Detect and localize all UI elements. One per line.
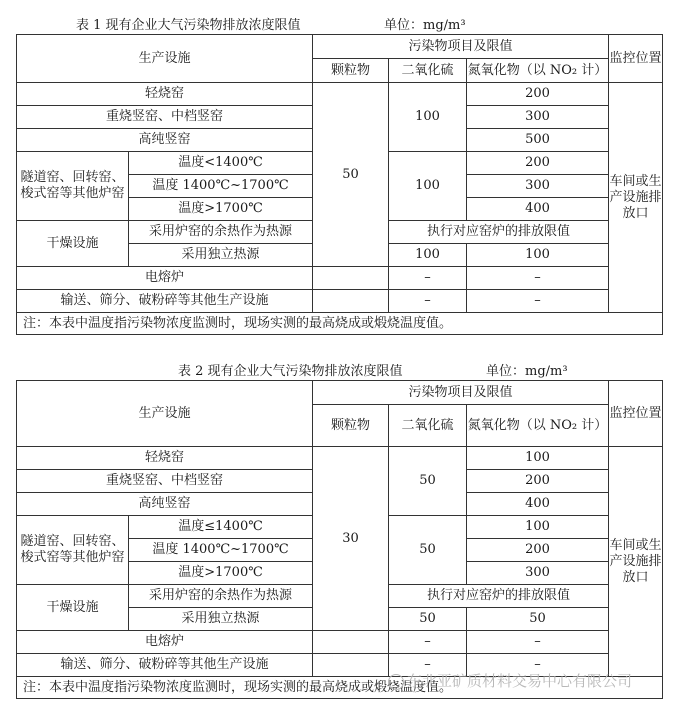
watermark bbox=[388, 670, 632, 691]
t1-so2-a: 100 bbox=[389, 83, 467, 152]
t2-dryer-limit: 执行对应窑炉的排放限值 bbox=[389, 585, 609, 608]
t2-row-electric: 电熔炉 bbox=[17, 631, 313, 654]
t1-row-temp-gt: 温度>1700℃ bbox=[129, 198, 313, 221]
t2-row-temp-mid: 温度 1400℃~1700℃ bbox=[129, 539, 313, 562]
table2 bbox=[16, 380, 663, 699]
t2-note: 注：本表中温度指污染物浓度监测时，现场实测的最高烧成或煅烧温度值。 bbox=[17, 677, 663, 699]
t2-row-heavy-kiln: 重烧竖窑、中档竖窑 bbox=[17, 470, 313, 493]
t2-transport-nox: – bbox=[467, 654, 609, 677]
t1-head-nox: 氮氧化物（以 NO₂ 计） bbox=[467, 59, 609, 83]
t1-row-electric: 电熔炉 bbox=[17, 267, 313, 290]
t1-row-temp-mid: 温度 1400℃~1700℃ bbox=[129, 175, 313, 198]
t1-electric-pm bbox=[313, 267, 389, 290]
t2-nox-2: 200 bbox=[467, 470, 609, 493]
t1-note: 注：本表中温度指污染物浓度监测时，现场实测的最高烧成或煅烧温度值。 bbox=[17, 313, 663, 335]
t1-row-high-pure-kiln: 高纯竖窑 bbox=[17, 129, 313, 152]
t2-nox-1: 100 bbox=[467, 447, 609, 470]
t2-so2-a: 50 bbox=[389, 447, 467, 516]
t1-electric-nox: – bbox=[467, 267, 609, 290]
t2-nox-3: 400 bbox=[467, 493, 609, 516]
t2-head-nox: 氮氧化物（以 NO₂ 计） bbox=[467, 405, 609, 447]
t1-transport-pm bbox=[313, 290, 389, 313]
t2-row-light-kiln: 轻烧窑 bbox=[17, 447, 313, 470]
t2-row-independent: 采用独立热源 bbox=[129, 608, 313, 631]
t2-transport-pm bbox=[313, 654, 389, 677]
t1-dryer-nox: 100 bbox=[467, 244, 609, 267]
t2-row-tunnel-group: 隧道窑、回转窑、梭式窑等其他炉窑 bbox=[17, 516, 129, 585]
t1-nox-2: 300 bbox=[467, 106, 609, 129]
t2-row-transport: 输送、筛分、破粉碎等其他生产设施 bbox=[17, 654, 313, 677]
t1-nox-5: 300 bbox=[467, 175, 609, 198]
t1-row-light-kiln: 轻烧窑 bbox=[17, 83, 313, 106]
t2-so2-b: 50 bbox=[389, 516, 467, 585]
t1-electric-so2: – bbox=[389, 267, 467, 290]
t1-pm-value: 50 bbox=[313, 83, 389, 267]
t1-head-facility: 生产设施 bbox=[17, 35, 313, 83]
t2-head-facility: 生产设施 bbox=[17, 381, 313, 447]
watermark-text: 东北亚矿质材料交易中心有限公司 bbox=[407, 672, 633, 690]
t2-row-dryer: 干燥设施 bbox=[17, 585, 129, 631]
t1-row-heavy-kiln: 重烧竖窑、中档竖窑 bbox=[17, 106, 313, 129]
t2-electric-pm bbox=[313, 631, 389, 654]
t1-head-monitor: 监控位置 bbox=[609, 35, 663, 83]
t1-row-tunnel-group: 隧道窑、回转窑、梭式窑等其他炉窑 bbox=[17, 152, 129, 221]
t1-nox-3: 500 bbox=[467, 129, 609, 152]
t1-row-dryer: 干燥设施 bbox=[17, 221, 129, 267]
t1-transport-nox: – bbox=[467, 290, 609, 313]
t2-monitor-value: 车间或生产设施排放口 bbox=[609, 447, 663, 677]
t1-nox-1: 200 bbox=[467, 83, 609, 106]
t2-dryer-nox: 50 bbox=[467, 608, 609, 631]
t2-row-waste-heat: 采用炉窑的余热作为热源 bbox=[129, 585, 313, 608]
t1-head-pm: 颗粒物 bbox=[313, 59, 389, 83]
wechat-icon bbox=[388, 674, 404, 690]
table2-unit: 单位：mg/m³ bbox=[486, 364, 568, 379]
t2-head-monitor: 监控位置 bbox=[609, 381, 663, 447]
t1-row-waste-heat: 采用炉窑的余热作为热源 bbox=[129, 221, 313, 244]
t1-row-independent: 采用独立热源 bbox=[129, 244, 313, 267]
t1-head-so2: 二氧化硫 bbox=[389, 59, 467, 83]
table1-caption: 表 1 现有企业大气污染物排放浓度限值 bbox=[76, 18, 301, 33]
table2-caption: 表 2 现有企业大气污染物排放浓度限值 bbox=[178, 364, 403, 379]
t2-head-so2: 二氧化硫 bbox=[389, 405, 467, 447]
t2-head-pm: 颗粒物 bbox=[313, 405, 389, 447]
t1-dryer-limit: 执行对应窑炉的排放限值 bbox=[389, 221, 609, 244]
t2-nox-6: 300 bbox=[467, 562, 609, 585]
t1-nox-6: 400 bbox=[467, 198, 609, 221]
t1-row-temp-lt: 温度<1400℃ bbox=[129, 152, 313, 175]
t1-row-transport: 输送、筛分、破粉碎等其他生产设施 bbox=[17, 290, 313, 313]
t2-electric-so2: – bbox=[389, 631, 467, 654]
t2-head-pollutant-group: 污染物项目及限值 bbox=[313, 381, 609, 405]
t2-row-high-pure-kiln: 高纯竖窑 bbox=[17, 493, 313, 516]
t2-transport-so2: – bbox=[389, 654, 467, 677]
t2-nox-5: 200 bbox=[467, 539, 609, 562]
t1-so2-b: 100 bbox=[389, 152, 467, 221]
t2-row-temp-lt: 温度≤1400℃ bbox=[129, 516, 313, 539]
t1-dryer-so2: 100 bbox=[389, 244, 467, 267]
t2-electric-nox: – bbox=[467, 631, 609, 654]
t2-pm-value: 30 bbox=[313, 447, 389, 631]
t1-nox-4: 200 bbox=[467, 152, 609, 175]
t2-nox-4: 100 bbox=[467, 516, 609, 539]
t1-monitor-value: 车间或生产设施排放口 bbox=[609, 83, 663, 313]
table1-unit: 单位：mg/m³ bbox=[384, 18, 466, 33]
t2-dryer-so2: 50 bbox=[389, 608, 467, 631]
table1 bbox=[16, 34, 663, 335]
t1-transport-so2: – bbox=[389, 290, 467, 313]
t1-head-pollutant-group: 污染物项目及限值 bbox=[313, 35, 609, 59]
t2-row-temp-gt: 温度>1700℃ bbox=[129, 562, 313, 585]
